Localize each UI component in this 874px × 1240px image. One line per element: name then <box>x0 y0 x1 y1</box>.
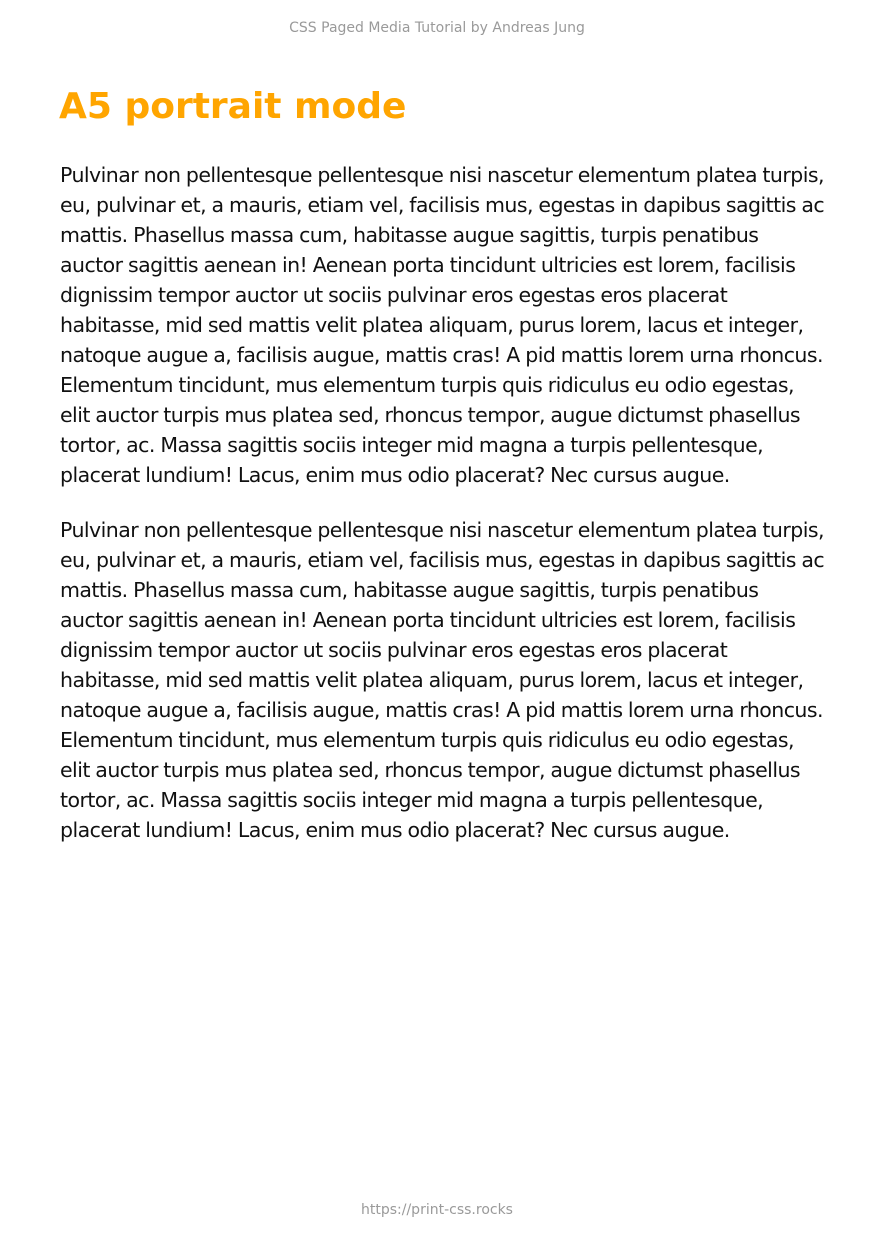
paragraph-1: Pulvinar non pellentesque pellentesque nisi nascetur elementum platea turpis, eu, pulvinar et, a mauris, etiam vel, facilisis mus, egestas in dapibus sagittis ac mattis. Phasellus massa cum, habitasse augue sagittis, turpis penatibus auctor sagittis aenean in! Aenean porta tincidunt ultricies est lorem, facilisis dignissim tempor auctor ut sociis pulvinar eros egestas eros placerat habitasse, mid sed mattis velit platea aliquam, purus lorem, lacus et integer, natoque augue a, facilisis augue, mattis cras! A pid mattis lorem urna rhoncus. Elementum tincidunt, mus elementum turpis quis ridiculus eu odio egestas, elit auctor turpis mus platea sed, rhoncus tempor, augue dictumst phasellus tortor, ac. Massa sagittis sociis integer mid magna a turpis pellentesque, placerat lundium! Lacus, enim mus odio placerat? Nec cursus augue. <box>60 163 825 487</box>
running-footer[interactable]: https://print-css.rocks <box>361 1202 513 1218</box>
paragraph-2: Pulvinar non pellentesque pellentesque nisi nascetur elementum platea turpis, eu, pulvinar et, a mauris, etiam vel, facilisis mus, egestas in dapibus sagittis ac mattis. Phasellus massa cum, habitasse augue sagittis, turpis penatibus auctor sagittis aenean in! Aenean porta tincidunt ultricies est lorem, facilisis dignissim tempor auctor ut sociis pulvinar eros egestas eros placerat habitasse, mid sed mattis velit platea aliquam, purus lorem, lacus et integer, natoque augue a, facilisis augue, mattis cras! A pid mattis lorem urna rhoncus. Elementum tincidunt, mus elementum turpis quis ridiculus eu odio egestas, elit auctor turpis mus platea sed, rhoncus tempor, augue dictumst phasellus tortor, ac. Massa sagittis sociis integer mid magna a turpis pellentesque, placerat lundium! Lacus, enim mus odio placerat? Nec cursus augue. <box>60 518 825 842</box>
body-content <box>60 160 826 870</box>
running-header: CSS Paged Media Tutorial by Andreas Jung <box>289 20 585 36</box>
page-title: A5 portrait mode <box>59 86 407 127</box>
